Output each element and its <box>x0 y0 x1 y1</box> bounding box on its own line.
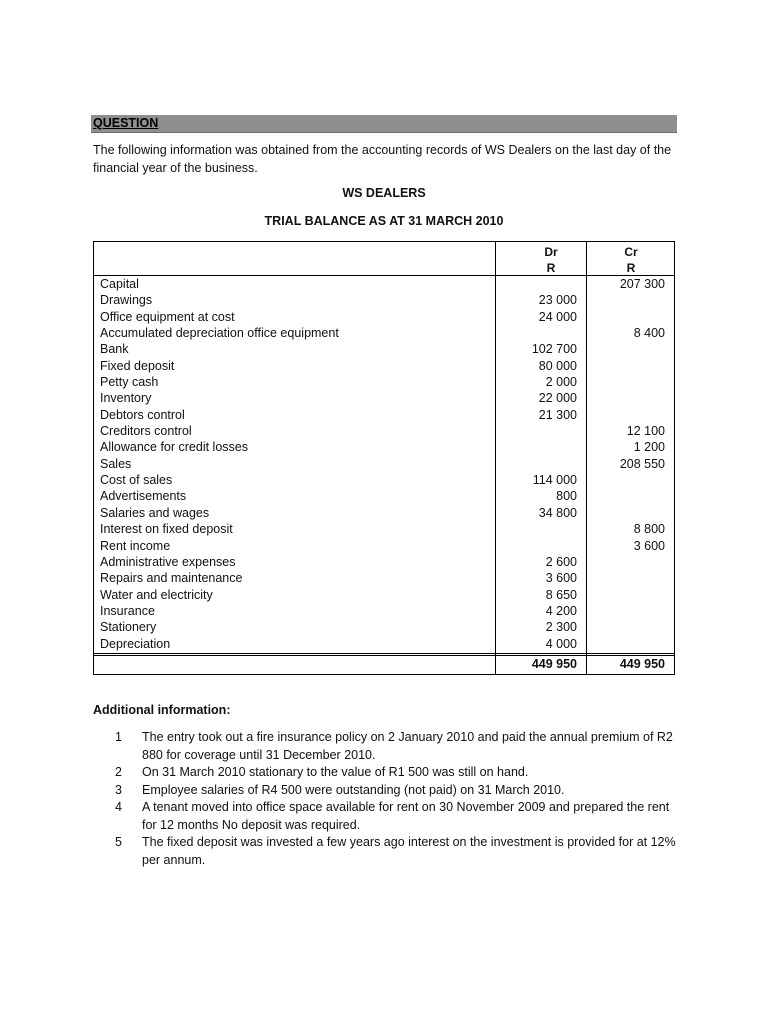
credit-amount: 8 400 <box>633 326 665 341</box>
table-row <box>94 521 674 537</box>
list-item-number: 4 <box>115 800 122 814</box>
table-row <box>94 276 674 292</box>
account-name: Debtors control <box>100 407 185 422</box>
account-name: Creditors control <box>100 424 192 439</box>
table-row <box>94 325 674 341</box>
account-name: Inventory <box>100 391 152 406</box>
account-name: Interest on fixed deposit <box>100 522 233 537</box>
dr-column-header <box>505 244 597 276</box>
table-row <box>94 587 674 603</box>
debit-amount: 2 600 <box>545 554 577 569</box>
table-row <box>94 358 674 374</box>
list-item-text: On 31 March 2010 stationary to the value of R1 500 was still on hand. <box>142 765 529 779</box>
account-name: Water and electricity <box>100 587 213 602</box>
table-row <box>94 439 674 455</box>
debit-amount: 24 000 <box>538 309 577 324</box>
debit-amount: 4 200 <box>545 603 577 618</box>
intro-paragraph: The following information was obtained from the accounting records of WS Dealers on the last day of the financial year of the business. <box>93 143 672 175</box>
list-item <box>93 799 683 834</box>
account-name: Sales <box>100 456 132 471</box>
debit-amount: 2 000 <box>545 375 577 390</box>
list-item-number: 2 <box>115 765 122 779</box>
dr-header-label: Dr <box>544 245 558 259</box>
account-name: Depreciation <box>100 636 171 651</box>
account-name: Office equipment at cost <box>100 309 235 324</box>
account-name: Stationery <box>100 620 157 635</box>
table-row <box>94 341 674 357</box>
table-row <box>94 538 674 554</box>
table-row <box>94 505 674 521</box>
account-name: Petty cash <box>100 375 159 390</box>
debit-amount: 102 700 <box>531 342 577 357</box>
table-totals-row <box>94 654 674 674</box>
debit-amount: 22 000 <box>538 391 577 406</box>
total-cr: 449 950 <box>619 657 665 671</box>
list-item <box>93 764 683 782</box>
dr-header-unit: R <box>546 261 556 275</box>
account-name: Salaries and wages <box>100 505 210 520</box>
trial-balance-table <box>93 241 675 675</box>
credit-amount: 12 100 <box>626 424 665 439</box>
credit-amount: 1 200 <box>633 440 665 455</box>
account-name: Administrative expenses <box>100 554 236 569</box>
account-name: Insurance <box>100 603 155 618</box>
report-title: TRIAL BALANCE AS AT 31 MARCH 2010 <box>264 214 504 228</box>
table-row <box>94 292 674 308</box>
list-item-number: 1 <box>115 730 122 744</box>
debit-amount: 2 300 <box>545 620 577 635</box>
additional-info-list <box>93 729 683 869</box>
table-row <box>94 488 674 504</box>
additional-info-heading: Additional information: <box>93 703 231 717</box>
table-body <box>94 276 674 652</box>
table-row <box>94 636 674 652</box>
cr-header-unit: R <box>626 261 636 275</box>
debit-amount: 34 800 <box>538 505 577 520</box>
table-row <box>94 570 674 586</box>
debit-amount: 114 000 <box>532 473 577 488</box>
table-row <box>94 554 674 570</box>
list-item-text: The entry took out a fire insurance policy on 2 January 2010 and paid the annual premium of R2 880 for coverage until 31 December 2010. <box>142 730 673 762</box>
list-item <box>93 729 683 764</box>
question-label: QUESTION <box>93 116 159 130</box>
debit-amount: 23 000 <box>538 293 577 308</box>
company-name: WS DEALERS <box>342 186 426 200</box>
total-dr: 449 950 <box>531 657 577 671</box>
table-row <box>94 374 674 390</box>
account-name: Cost of sales <box>100 473 173 488</box>
account-name: Repairs and maintenance <box>100 571 243 586</box>
credit-amount: 208 550 <box>619 456 665 471</box>
table-row <box>94 472 674 488</box>
list-item-text: A tenant moved into office space available for rent on 30 November 2009 and prepared the rent for 12 months No deposit was required. <box>142 800 670 832</box>
cr-header-label: Cr <box>624 245 638 259</box>
list-item-number: 5 <box>115 835 122 849</box>
table-row <box>94 423 674 439</box>
question-heading-bar <box>91 115 677 133</box>
cr-column-header <box>587 244 675 276</box>
account-name: Accumulated depreciation office equipment <box>100 326 339 341</box>
account-name: Fixed deposit <box>100 358 175 373</box>
debit-amount: 3 600 <box>545 571 577 586</box>
table-row <box>94 619 674 635</box>
debit-amount: 8 650 <box>545 587 577 602</box>
table-row <box>94 309 674 325</box>
list-item-number: 3 <box>115 782 122 797</box>
account-name: Rent income <box>100 538 171 553</box>
account-name: Allowance for credit losses <box>100 440 248 455</box>
list-item-text: The fixed deposit was invested a few years ago interest on the investment is provided for at 12% per annum. <box>142 835 676 867</box>
debit-amount: 80 000 <box>538 358 577 373</box>
credit-amount: 8 800 <box>633 522 665 537</box>
account-name: Advertisements <box>100 489 187 504</box>
account-name: Drawings <box>100 293 153 308</box>
table-row <box>94 407 674 423</box>
credit-amount: 3 600 <box>633 538 665 553</box>
list-item <box>93 782 683 800</box>
account-name: Bank <box>100 342 129 357</box>
credit-amount: 207 300 <box>619 277 665 291</box>
list-item <box>93 834 683 869</box>
list-item-text: Employee salaries of R4 500 were outstanding (not paid) on 31 March 2010. <box>142 782 565 797</box>
table-row <box>94 456 674 472</box>
debit-amount: 4 000 <box>545 636 577 651</box>
table-row <box>94 603 674 619</box>
table-row <box>94 390 674 406</box>
debit-amount: 21 300 <box>538 407 577 422</box>
account-name: Capital <box>100 277 139 291</box>
debit-amount: 800 <box>556 489 577 504</box>
